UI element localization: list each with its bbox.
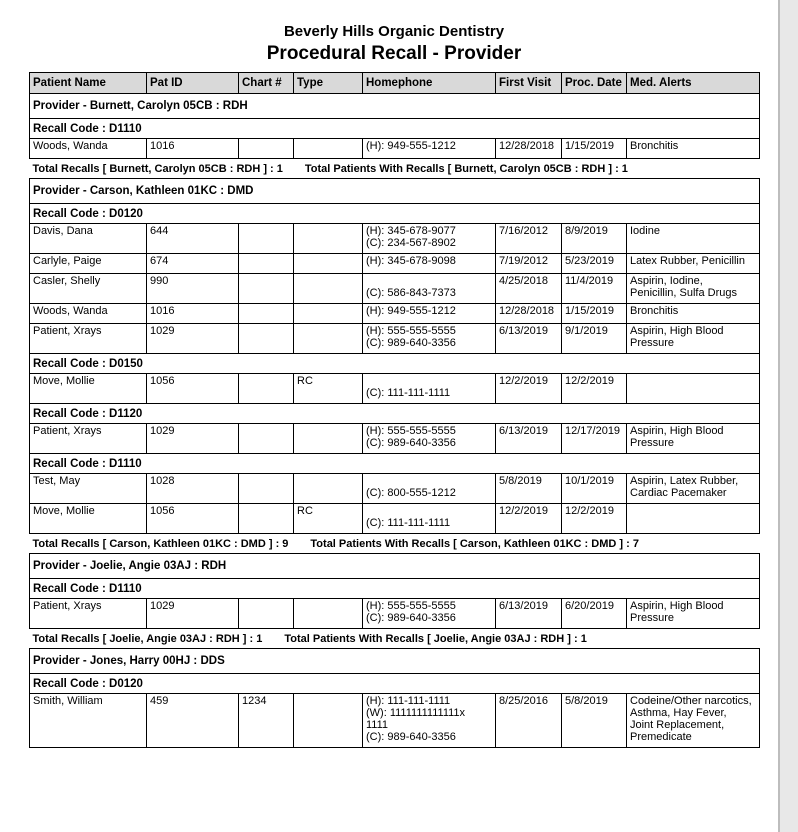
col-header-chart: Chart # [239,73,294,94]
totals-row [30,534,760,554]
med-alert-line: Pressure [630,437,675,449]
recall-code-row [30,454,760,474]
recall-code-label: Recall Code : D1110 [30,119,760,139]
med-alert-line: Asthma, Hay Fever, [630,707,727,719]
provider-label: Provider - Carson, Kathleen 01KC : DMD [30,179,760,204]
table-header-row [30,73,760,94]
provider-row [30,649,760,674]
pat-id-cell: 1056 [147,504,239,534]
chart-cell [239,474,294,504]
patient-name-cell: Patient, Xrays [30,599,147,629]
med-alerts-cell [627,599,760,629]
recall-code-label: Recall Code : D1120 [30,404,760,424]
provider-row [30,94,760,119]
pat-id-cell: 459 [147,694,239,748]
homephone-cell [363,274,496,304]
med-alert-line: Bronchitis [630,140,679,152]
homephone-cell [363,599,496,629]
chart-cell [239,424,294,454]
chart-cell [239,274,294,304]
col-header-pat-id: Pat ID [147,73,239,94]
phone-line: 1111 [366,719,389,731]
med-alert-line: Aspirin, High Blood [630,425,724,437]
chart-cell [239,139,294,159]
type-cell [294,254,363,274]
recall-code-row [30,204,760,224]
proc-date-cell: 5/23/2019 [562,254,627,274]
phone-line: (C): 111-111-1111 [366,517,451,529]
homephone-cell [363,304,496,324]
phone-line: (H): 555-555-5555 [366,600,456,612]
provider-label: Provider - Joelie, Angie 03AJ : RDH [30,554,760,579]
table-row [30,224,760,254]
patient-name-cell: Woods, Wanda [30,139,147,159]
recall-code-row [30,404,760,424]
type-cell [294,224,363,254]
med-alerts-cell [627,254,760,274]
proc-date-cell: 1/15/2019 [562,304,627,324]
first-visit-cell: 7/19/2012 [496,254,562,274]
proc-date-cell: 12/2/2019 [562,504,627,534]
table-row [30,139,760,159]
phone-line: (C): 989-640-3356 [366,337,456,349]
recall-code-label: Recall Code : D1110 [30,454,760,474]
med-alert-line: Pressure [630,612,675,624]
homephone-cell [363,504,496,534]
type-cell [294,139,363,159]
med-alerts-cell [627,474,760,504]
patient-name-cell: Smith, William [30,694,147,748]
med-alert-line: Aspirin, Latex Rubber, [630,475,739,487]
pat-id-cell: 1029 [147,324,239,354]
med-alerts-cell [627,324,760,354]
homephone-cell [363,224,496,254]
provider-row [30,179,760,204]
first-visit-cell: 6/13/2019 [496,324,562,354]
recall-table [29,72,760,748]
patient-name-cell: Casler, Shelly [30,274,147,304]
phone-line: (C): 989-640-3356 [366,612,456,624]
chart-cell [239,599,294,629]
med-alert-line: Joint Replacement, [630,719,725,731]
proc-date-cell: 5/8/2019 [562,694,627,748]
phone-line: (H): 345-678-9077 [366,225,456,237]
totals-cell [30,534,760,554]
type-cell [294,424,363,454]
phone-line: (H): 949-555-1212 [366,305,456,317]
proc-date-cell: 9/1/2019 [562,324,627,354]
type-cell [294,474,363,504]
patient-name-cell: Move, Mollie [30,504,147,534]
med-alerts-cell [627,224,760,254]
homephone-cell [363,424,496,454]
col-header-type: Type [294,73,363,94]
total-patients-text: Total Patients With Recalls [ Joelie, Angie 03AJ : RDH ] : 1 [284,632,587,645]
homephone-cell [363,254,496,274]
totals-row [30,159,760,179]
med-alerts-cell [627,694,760,748]
type-cell [294,304,363,324]
chart-cell [239,374,294,404]
type-cell [294,274,363,304]
phone-line: (C): 234-567-8902 [366,237,456,249]
pat-id-cell: 1029 [147,424,239,454]
org-name: Beverly Hills Organic Dentistry [283,23,505,40]
first-visit-cell: 5/8/2019 [496,474,562,504]
phone-line: (C): 989-640-3356 [366,437,456,449]
med-alert-line: Cardiac Pacemaker [630,487,727,499]
col-header-med-alerts: Med. Alerts [627,73,760,94]
recall-code-row [30,119,760,139]
pat-id-cell: 644 [147,224,239,254]
patient-name-cell: Patient, Xrays [30,424,147,454]
total-patients-text: Total Patients With Recalls [ Burnett, Carolyn 05CB : RDH ] : 1 [304,162,628,175]
proc-date-cell: 12/2/2019 [562,374,627,404]
total-recalls-text: Total Recalls [ Burnett, Carolyn 05CB : RDH ] : 1 [32,162,283,175]
chart-cell [239,324,294,354]
col-header-proc-date: Proc. Date [562,73,627,94]
type-cell: RC [294,374,363,404]
proc-date-cell: 12/17/2019 [562,424,627,454]
proc-date-cell: 1/15/2019 [562,139,627,159]
homephone-cell [363,139,496,159]
table-row [30,304,760,324]
proc-date-cell: 11/4/2019 [562,274,627,304]
total-recalls-text: Total Recalls [ Joelie, Angie 03AJ : RDH ] : 1 [32,632,263,645]
patient-name-cell: Davis, Dana [30,224,147,254]
first-visit-cell: 6/13/2019 [496,599,562,629]
phone-line: (H): 949-555-1212 [366,140,456,152]
first-visit-cell: 12/2/2019 [496,374,562,404]
recall-code-label: Recall Code : D0150 [30,354,760,374]
provider-label: Provider - Jones, Harry 00HJ : DDS [30,649,760,674]
table-row [30,274,760,304]
phone-line: (C): 989-640-3356 [366,731,456,743]
med-alerts-cell [627,304,760,324]
first-visit-cell: 8/25/2016 [496,694,562,748]
col-header-patient-name: Patient Name [30,73,147,94]
med-alert-line: Aspirin, Iodine, [630,275,703,287]
phone-line [366,475,492,487]
pat-id-cell: 674 [147,254,239,274]
phone-line: (H): 111-111-1111 [366,695,451,707]
phone-line: (C): 111-111-1111 [366,387,451,399]
phone-line [366,505,492,517]
med-alerts-cell [627,504,760,534]
med-alerts-cell [627,274,760,304]
pat-id-cell: 1056 [147,374,239,404]
report-header [0,22,788,66]
col-header-homephone: Homephone [363,73,496,94]
phone-line: (C): 800-555-1212 [366,487,456,499]
med-alert-line: Premedicate [630,731,692,743]
patient-name-cell: Carlyle, Paige [30,254,147,274]
table-row [30,424,760,454]
proc-date-cell: 6/20/2019 [562,599,627,629]
type-cell [294,694,363,748]
phone-line: (H): 555-555-5555 [366,325,456,337]
phone-line: (W): 1111111111111x [366,707,466,719]
phone-line: (H): 345-678-9098 [366,255,456,267]
first-visit-cell: 12/28/2018 [496,139,562,159]
first-visit-cell: 6/13/2019 [496,424,562,454]
first-visit-cell: 12/28/2018 [496,304,562,324]
phone-line: (C): 586-843-7373 [366,287,456,299]
med-alert-line: Penicillin, Sulfa Drugs [630,287,737,299]
type-cell [294,599,363,629]
med-alerts-cell [627,374,760,404]
first-visit-cell: 12/2/2019 [496,504,562,534]
total-recalls-text: Total Recalls [ Carson, Kathleen 01KC : DMD ] : 9 [32,537,289,550]
first-visit-cell: 4/25/2018 [496,274,562,304]
viewer-background [780,0,798,832]
table-row [30,374,760,404]
provider-row [30,554,760,579]
homephone-cell [363,374,496,404]
patient-name-cell: Test, May [30,474,147,504]
med-alert-line: Pressure [630,337,675,349]
totals-cell [30,159,760,179]
total-patients-text: Total Patients With Recalls [ Carson, Kathleen 01KC : DMD ] : 7 [310,537,639,550]
med-alert-line: Latex Rubber, Penicillin [630,255,745,267]
type-cell [294,324,363,354]
table-row [30,474,760,504]
chart-cell [239,504,294,534]
totals-row [30,629,760,649]
homephone-cell [363,694,496,748]
recall-code-label: Recall Code : D0120 [30,674,760,694]
med-alert-line: Aspirin, High Blood [630,600,724,612]
phone-line: (H): 555-555-5555 [366,425,456,437]
recall-code-row [30,674,760,694]
pat-id-cell: 990 [147,274,239,304]
homephone-cell [363,324,496,354]
first-visit-cell: 7/16/2012 [496,224,562,254]
homephone-cell [363,474,496,504]
med-alert-line: Codeine/Other narcotics, [630,695,752,707]
table-row [30,254,760,274]
table-row [30,504,760,534]
provider-label: Provider - Burnett, Carolyn 05CB : RDH [30,94,760,119]
proc-date-cell: 10/1/2019 [562,474,627,504]
chart-cell: 1234 [239,694,294,748]
type-cell: RC [294,504,363,534]
med-alerts-cell [627,424,760,454]
med-alert-line: Aspirin, High Blood [630,325,724,337]
phone-line [366,375,492,387]
recall-code-label: Recall Code : D1110 [30,579,760,599]
col-header-first-visit: First Visit [496,73,562,94]
med-alert-line: Bronchitis [630,305,679,317]
report-title: Procedural Recall - Provider [266,43,522,64]
pat-id-cell: 1016 [147,139,239,159]
recall-code-row [30,354,760,374]
pat-id-cell: 1028 [147,474,239,504]
table-row [30,599,760,629]
recall-code-row [30,579,760,599]
patient-name-cell: Woods, Wanda [30,304,147,324]
phone-line [366,275,492,287]
med-alert-line: Iodine [630,225,660,237]
chart-cell [239,224,294,254]
recall-code-label: Recall Code : D0120 [30,204,760,224]
totals-cell [30,629,760,649]
table-row [30,324,760,354]
patient-name-cell: Patient, Xrays [30,324,147,354]
table-row [30,694,760,748]
chart-cell [239,304,294,324]
proc-date-cell: 8/9/2019 [562,224,627,254]
med-alerts-cell [627,139,760,159]
chart-cell [239,254,294,274]
pat-id-cell: 1029 [147,599,239,629]
patient-name-cell: Move, Mollie [30,374,147,404]
pat-id-cell: 1016 [147,304,239,324]
table-body [30,94,760,748]
